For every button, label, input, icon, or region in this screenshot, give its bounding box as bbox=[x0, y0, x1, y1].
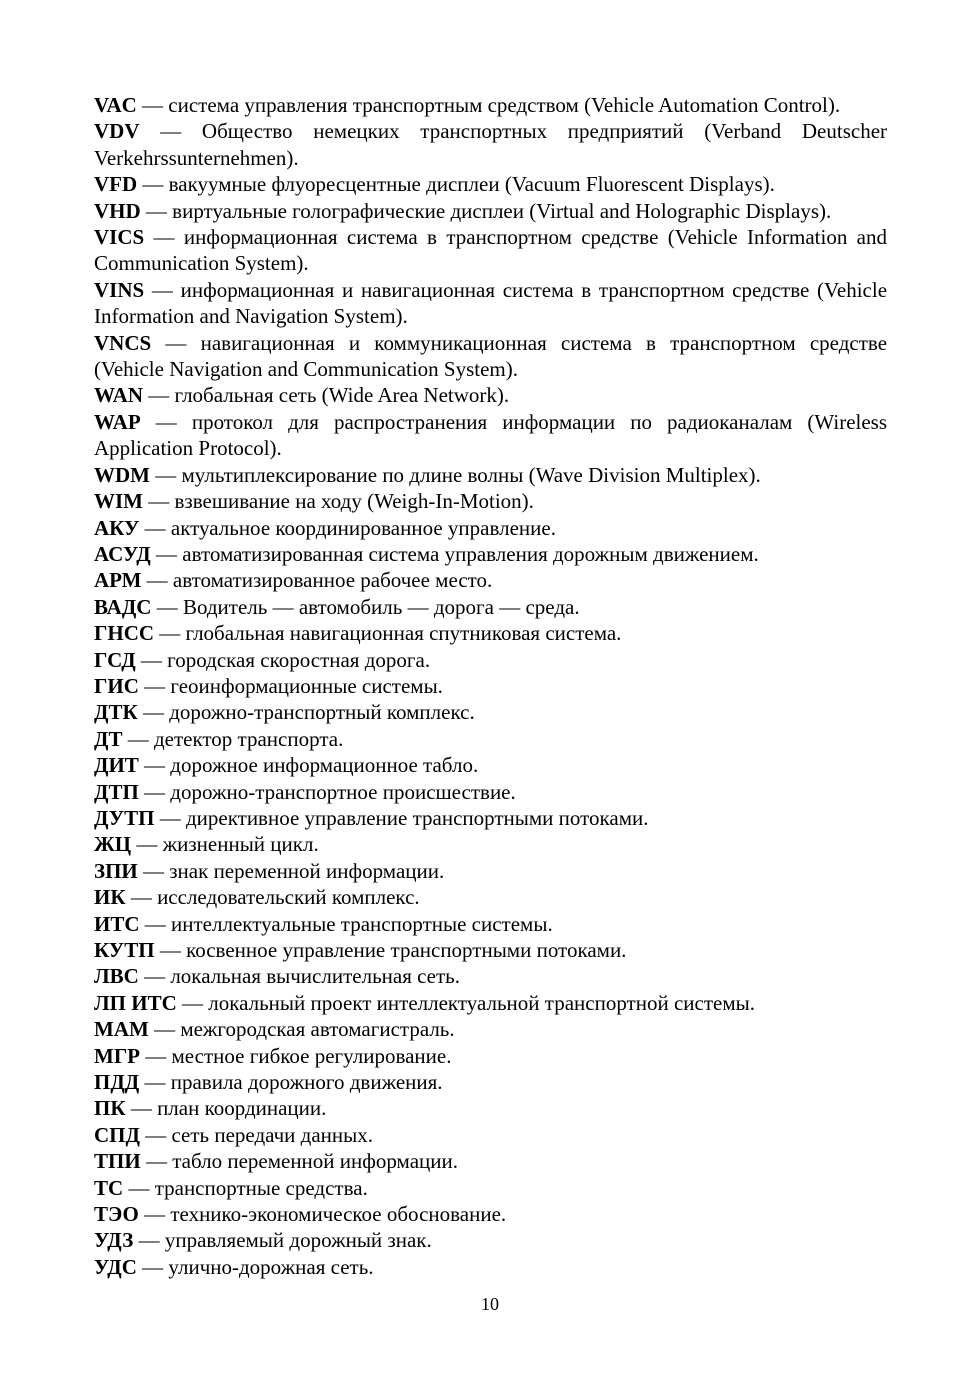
dash-separator: — bbox=[142, 172, 164, 197]
definition: навигационная и коммуникационная система в транспортном средстве (Vehicle Navigation and Communication System). bbox=[94, 330, 888, 382]
abbreviation: КУТП bbox=[94, 938, 155, 962]
dash-separator: — bbox=[165, 330, 187, 355]
dash-separator: — bbox=[128, 1175, 150, 1200]
definition: дорожное информационное табло. bbox=[170, 753, 479, 778]
abbreviation: VNCS bbox=[94, 330, 152, 355]
definition: директивное управление транспортными потоками. bbox=[185, 805, 649, 830]
dash-separator: — bbox=[145, 1122, 167, 1147]
glossary-entry bbox=[94, 1043, 887, 1069]
definition: правила дорожного движения. bbox=[170, 1070, 443, 1095]
glossary-entry bbox=[94, 1016, 887, 1042]
dash-separator: — bbox=[155, 462, 177, 487]
abbreviation: ИК bbox=[94, 885, 126, 910]
definition: детектор транспорта. bbox=[153, 726, 344, 751]
abbreviation: МАМ bbox=[94, 1017, 149, 1042]
abbreviation: УДЗ bbox=[94, 1228, 134, 1253]
abbreviation: WDM bbox=[94, 462, 150, 487]
dash-separator: — bbox=[143, 858, 165, 883]
glossary-entry bbox=[94, 937, 887, 963]
abbreviation: ТЭО bbox=[94, 1202, 139, 1227]
glossary-entry bbox=[94, 858, 887, 884]
abbreviation: VHD bbox=[94, 198, 141, 223]
glossary-entry bbox=[94, 541, 887, 567]
definition: глобальная сеть (Wide Area Network). bbox=[174, 383, 510, 408]
definition: актуальное координированное управление. bbox=[170, 515, 556, 540]
glossary-entry bbox=[94, 330, 887, 383]
glossary-list bbox=[94, 92, 887, 1280]
dash-separator: — bbox=[146, 568, 168, 593]
abbreviation: ЖЦ bbox=[94, 832, 132, 857]
abbreviation: ДТП bbox=[94, 779, 139, 804]
abbreviation: ГИС bbox=[94, 673, 139, 698]
abbreviation: АКУ bbox=[94, 515, 140, 540]
abbreviation: ГСД bbox=[94, 647, 136, 672]
definition: интеллектуальные транспортные системы. bbox=[171, 911, 553, 936]
abbreviation: ГНСС bbox=[94, 621, 155, 646]
dash-separator: — bbox=[130, 885, 152, 910]
dash-separator: — bbox=[127, 726, 149, 751]
definition: информационная система в транспортном средстве (Vehicle Information and Communication System). bbox=[94, 225, 887, 276]
dash-separator: — bbox=[153, 225, 175, 250]
dash-separator: — bbox=[142, 700, 164, 725]
abbreviation: ПДД bbox=[94, 1070, 140, 1095]
glossary-entry bbox=[94, 224, 887, 277]
glossary-entry bbox=[94, 594, 887, 620]
dash-separator: — bbox=[155, 409, 177, 434]
dash-separator: — bbox=[148, 383, 170, 408]
definition: управляемый дорожный знак. bbox=[164, 1228, 432, 1253]
dash-separator: — bbox=[154, 1017, 176, 1042]
definition: протокол для распространения информации по радиоканалам (Wireless Application Protocol). bbox=[94, 409, 888, 461]
definition: технико-экономическое обоснование. bbox=[170, 1202, 507, 1227]
definition: виртуальные голографические дисплеи (Virtual and Holographic Displays). bbox=[172, 198, 832, 223]
glossary-entry bbox=[94, 1095, 887, 1121]
dash-separator: — bbox=[144, 673, 166, 698]
dash-separator: — bbox=[145, 1149, 167, 1174]
abbreviation: VFD bbox=[94, 172, 138, 197]
glossary-entry bbox=[94, 1254, 887, 1280]
abbreviation: WAP bbox=[94, 409, 141, 434]
definition: локальная вычислительная сеть. bbox=[170, 964, 461, 989]
definition: Общество немецких транспортных предприятий (Verband Deutscher Verkehrssunternehmen). bbox=[94, 119, 888, 170]
dash-separator: — bbox=[142, 93, 164, 117]
abbreviation: ДИТ bbox=[94, 753, 139, 778]
dash-separator: — bbox=[159, 621, 181, 646]
definition: взвешивание на ходу (Weigh-In-Motion). bbox=[174, 489, 534, 514]
abbreviation: ВАДС bbox=[94, 594, 152, 619]
definition: дорожно-транспортное происшествие. bbox=[170, 779, 516, 804]
glossary-entry bbox=[94, 752, 887, 778]
glossary-entry bbox=[94, 198, 887, 224]
abbreviation: ИТС bbox=[94, 911, 140, 936]
dash-separator: — bbox=[182, 990, 203, 1015]
glossary-entry bbox=[94, 567, 887, 593]
definition: жизненный цикл. bbox=[162, 832, 319, 857]
dash-separator: — bbox=[148, 489, 170, 514]
definition: дорожно-транспортный комплекс. bbox=[169, 700, 475, 725]
abbreviation: WIM bbox=[94, 489, 143, 514]
definition: автоматизированная система управления дорожным движением. bbox=[182, 541, 759, 566]
abbreviation: ТС bbox=[94, 1175, 124, 1200]
definition: автоматизированное рабочее место. bbox=[172, 568, 493, 593]
glossary-entry bbox=[94, 1122, 887, 1148]
definition: местное гибкое регулирование. bbox=[171, 1043, 452, 1068]
dash-separator: — bbox=[160, 119, 182, 144]
definition: информационная и навигационная система в транспортном средстве (Vehicle Information and Navigation System). bbox=[94, 277, 888, 329]
glossary-entry bbox=[94, 382, 887, 408]
glossary-entry bbox=[94, 990, 887, 1016]
glossary-entry bbox=[94, 1148, 887, 1174]
dash-separator: — bbox=[130, 1096, 152, 1121]
glossary-entry bbox=[94, 726, 887, 752]
dash-separator: — bbox=[136, 832, 158, 857]
abbreviation: ПК bbox=[94, 1096, 126, 1121]
abbreviation: ДТ bbox=[94, 726, 123, 751]
dash-separator: — bbox=[151, 277, 173, 302]
glossary-entry bbox=[94, 515, 887, 541]
dash-separator: — bbox=[159, 938, 181, 962]
abbreviation: МГР bbox=[94, 1043, 141, 1068]
definition: исследовательский комплекс. bbox=[157, 885, 420, 910]
definition: межгородская автомагистраль. bbox=[180, 1017, 455, 1042]
glossary-entry bbox=[94, 1069, 887, 1095]
definition: вакуумные флуоресцентные дисплеи (Vacuum Fluorescent Displays). bbox=[168, 172, 775, 197]
glossary-entry bbox=[94, 673, 887, 699]
abbreviation: ЛВС bbox=[94, 964, 139, 989]
glossary-entry bbox=[94, 699, 887, 725]
dash-separator: — bbox=[159, 805, 181, 830]
abbreviation: VICS bbox=[94, 225, 145, 250]
definition: табло переменной информации. bbox=[172, 1149, 458, 1174]
glossary-entry bbox=[94, 171, 887, 197]
dash-separator: — bbox=[144, 911, 166, 936]
abbreviation: VDV bbox=[94, 119, 140, 144]
abbreviation: ЛП ИТС bbox=[94, 990, 177, 1015]
glossary-entry bbox=[94, 409, 887, 462]
glossary-entry bbox=[94, 118, 887, 171]
definition: сеть передачи данных. bbox=[171, 1122, 374, 1147]
definition: глобальная навигационная спутниковая система. bbox=[185, 621, 622, 646]
glossary-entry bbox=[94, 805, 887, 831]
abbreviation: WAN bbox=[94, 383, 144, 408]
glossary-entry bbox=[94, 1227, 887, 1253]
glossary-entry bbox=[94, 488, 887, 514]
glossary-entry bbox=[94, 779, 887, 805]
glossary-entry bbox=[94, 831, 887, 857]
definition: локальный проект интеллектуальной транспортной системы. bbox=[208, 990, 755, 1015]
definition: транспортные средства. bbox=[154, 1175, 368, 1200]
definition: косвенное управление транспортными потоками. bbox=[186, 938, 627, 962]
dash-separator: — bbox=[144, 515, 166, 540]
abbreviation: АСУД bbox=[94, 541, 151, 566]
glossary-entry bbox=[94, 647, 887, 673]
dash-separator: — bbox=[144, 964, 166, 989]
abbreviation: VAC bbox=[94, 93, 137, 117]
dash-separator: — bbox=[140, 647, 162, 672]
dash-separator: — bbox=[144, 753, 166, 778]
dash-separator: — bbox=[138, 1228, 160, 1253]
glossary-entry bbox=[94, 620, 887, 646]
definition: знак переменной информации. bbox=[169, 858, 445, 883]
abbreviation: УДС bbox=[94, 1254, 137, 1279]
glossary-entry bbox=[94, 462, 887, 488]
abbreviation: ЗПИ bbox=[94, 858, 138, 883]
glossary-entry bbox=[94, 911, 887, 937]
abbreviation: АРМ bbox=[94, 568, 142, 593]
abbreviation: VINS bbox=[94, 277, 145, 302]
definition: план координации. bbox=[157, 1096, 327, 1121]
dash-separator: — bbox=[144, 1202, 166, 1227]
definition: геоинформационные системы. bbox=[170, 673, 443, 698]
abbreviation: СПД bbox=[94, 1122, 140, 1147]
glossary-entry bbox=[94, 92, 887, 118]
dash-separator: — bbox=[145, 198, 167, 223]
definition: Водитель — автомобиль — дорога — среда. bbox=[182, 594, 580, 619]
dash-separator: — bbox=[145, 1043, 167, 1068]
definition: мультиплексирование по длине волны (Wave Division Multiplex). bbox=[181, 462, 761, 487]
dash-separator: — bbox=[142, 1254, 164, 1279]
glossary-entry bbox=[94, 884, 887, 910]
glossary-entry bbox=[94, 277, 887, 330]
dash-separator: — bbox=[144, 1070, 166, 1095]
abbreviation: ДТК bbox=[94, 700, 138, 725]
definition: система управления транспортным средством (Vehicle Automation Control). bbox=[168, 93, 841, 117]
glossary-entry bbox=[94, 963, 887, 989]
dash-separator: — bbox=[156, 541, 177, 566]
dash-separator: — bbox=[156, 594, 178, 619]
abbreviation: ДУТП bbox=[94, 805, 155, 830]
glossary-entry bbox=[94, 1175, 887, 1201]
dash-separator: — bbox=[144, 779, 166, 804]
glossary-entry bbox=[94, 1201, 887, 1227]
definition: улично-дорожная сеть. bbox=[168, 1254, 374, 1279]
definition: городская скоростная дорога. bbox=[167, 647, 431, 672]
page-number: 10 bbox=[481, 1294, 499, 1314]
abbreviation: ТПИ bbox=[94, 1149, 141, 1174]
